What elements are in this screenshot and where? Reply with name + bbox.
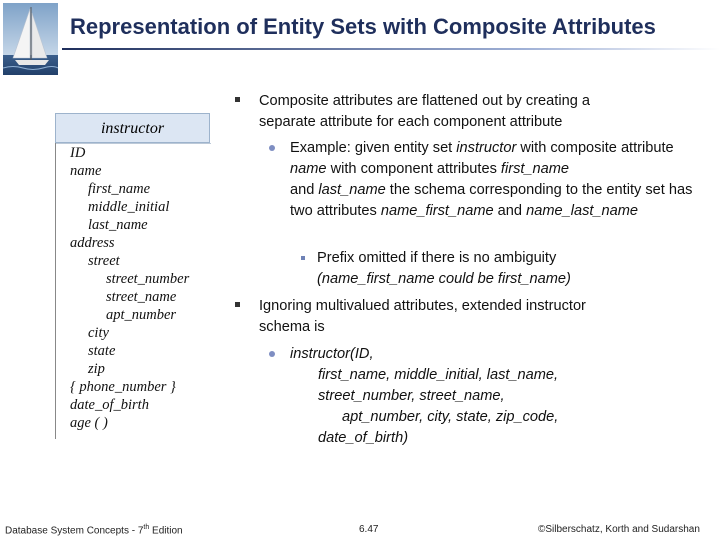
bullet-composite-flattened — [259, 91, 699, 133]
attribute-street: street — [88, 253, 120, 269]
attribute-state: state — [88, 343, 116, 359]
schema-line: street_number, street_name, — [318, 388, 505, 404]
schema-line: apt_number, city, state, zip_code, — [342, 409, 559, 425]
sailboat-logo — [3, 3, 58, 75]
attribute-city: city — [88, 325, 109, 341]
bullet-prefix-omitted — [317, 248, 697, 290]
small-square-bullet-icon — [301, 256, 305, 260]
attribute-date-of-birth: date_of_birth — [70, 397, 149, 413]
attribute-zip: zip — [88, 361, 105, 377]
entity-attributes — [55, 143, 210, 439]
round-bullet-icon — [269, 351, 275, 357]
attribute-first-name: first_name — [88, 181, 151, 197]
footer-copyright: ©Silberschatz, Korth and Sudarshan — [538, 524, 700, 535]
attribute-street-number: street_number — [106, 271, 190, 287]
attribute-phone-number: { phone_number } — [70, 379, 176, 395]
attribute-street-name: street_name — [106, 289, 177, 305]
footer-slide-number: 6.47 — [359, 524, 379, 535]
round-bullet-icon — [269, 145, 275, 151]
bullet-line: Prefix omitted if there is no ambiguity — [317, 250, 557, 266]
attribute-id: ID — [70, 145, 86, 161]
attribute-middle-initial: middle_initial — [88, 199, 170, 215]
square-bullet-icon — [235, 97, 240, 102]
page-title: Representation of Entity Sets with Composite Attributes — [70, 14, 656, 39]
bullet-line: (name_first_name could be first_name) — [317, 271, 571, 287]
bullet-line: separate attribute for each component attribute — [259, 114, 563, 130]
attribute-name: name — [70, 163, 102, 179]
bullet-ignoring-multivalued — [259, 296, 699, 338]
bullet-line: schema is — [259, 319, 325, 335]
attribute-last-name: last_name — [88, 217, 148, 233]
attribute-age: age ( ) — [70, 415, 108, 431]
schema-line: date_of_birth) — [318, 430, 409, 446]
attribute-address: address — [70, 235, 115, 251]
attribute-apt-number: apt_number — [106, 307, 177, 323]
entity-name: instructor — [55, 113, 210, 143]
schema-line: first_name, middle_initial, last_name, — [318, 367, 559, 383]
sailboat-icon — [3, 3, 58, 75]
bullet-schema — [290, 344, 700, 449]
schema-line: instructor(ID, — [290, 346, 374, 362]
bullet-line: Ignoring multivalued attributes, extended instructor — [259, 298, 586, 314]
bullet-line: Composite attributes are flattened out by creating a — [259, 93, 590, 109]
entity-diagram — [55, 113, 211, 439]
title-divider — [62, 48, 720, 50]
square-bullet-icon — [235, 302, 240, 307]
bullet-example: Example: given entity set instructor with composite attribute name with component attributes first_name and last_name the schema corresponding to the entity set has two attributes name_first_name and name_last_name — [290, 140, 693, 219]
footer-book-title: Database System Concepts - 7th Edition — [5, 524, 183, 537]
